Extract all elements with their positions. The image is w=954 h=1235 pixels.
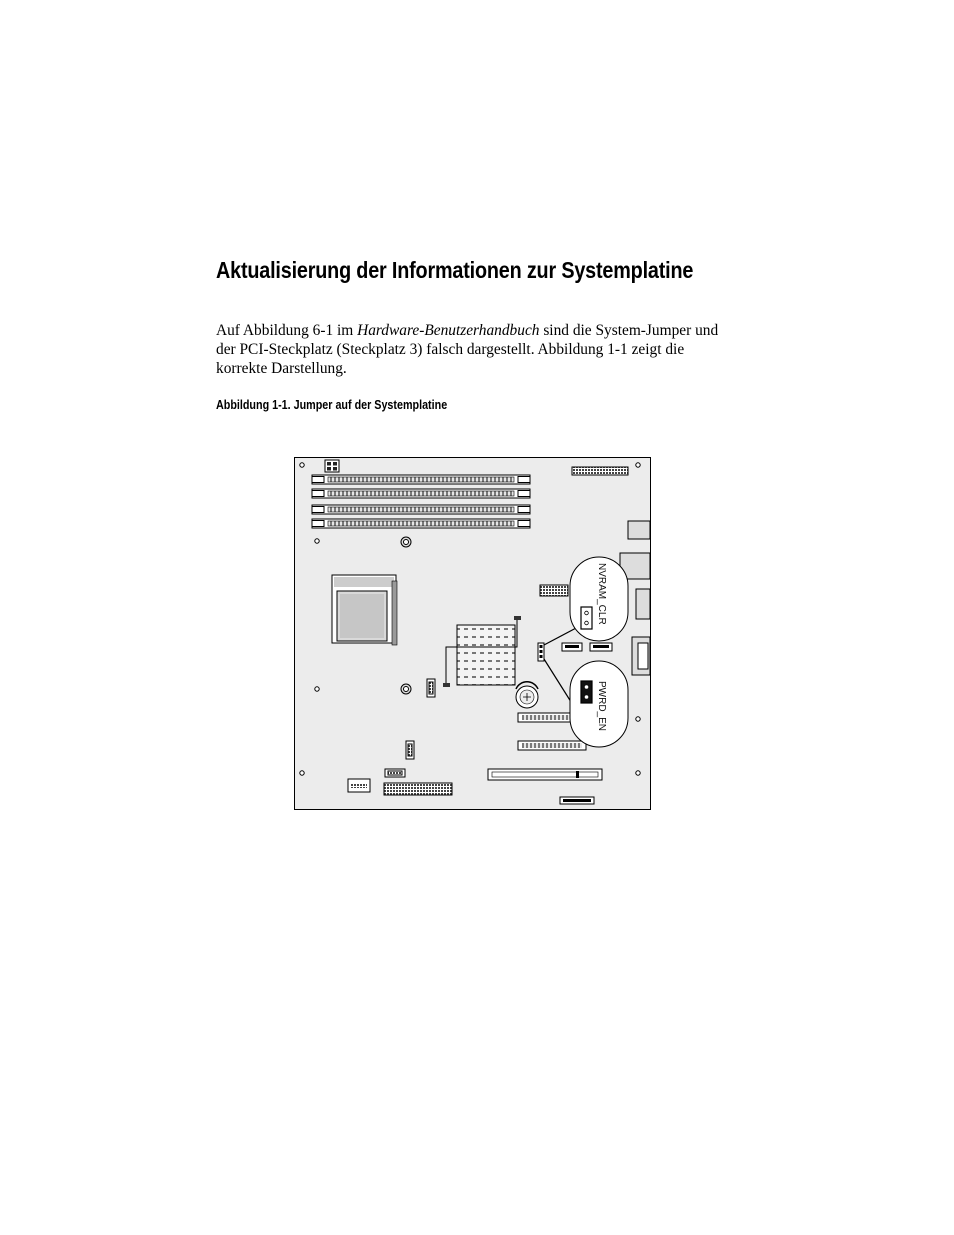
nvram-jumper-icon — [581, 607, 592, 629]
figure-caption: Abbildung 1-1. Jumper auf der Systemplatine — [216, 398, 448, 412]
system-board-figure — [294, 457, 651, 810]
manual-title: Hardware-Benutzerhandbuch — [357, 322, 540, 339]
section-heading: Aktualisierung der Informationen zur Systemplatine — [216, 257, 694, 283]
paragraph-text-start: Auf Abbildung 6-1 im — [216, 322, 358, 339]
pwrd-jumper-icon — [581, 681, 592, 703]
pwrd-en-label: PWRD_EN — [596, 681, 607, 732]
system-board-diagram — [294, 457, 651, 810]
chipset-heatsink — [457, 625, 515, 685]
aux-power-connector — [325, 460, 339, 472]
paragraph-text-end: sind die System-Jumper und der PCI-Steckplatz (Steckplatz 3) falsch dargestellt. Abbildung 1-1 zeigt die korrekte Darstellung. — [216, 322, 719, 377]
main-power-connector — [540, 585, 568, 596]
nvram-clr-callout — [570, 557, 628, 641]
nvram-clr-label: NVRAM_CLR — [596, 563, 607, 625]
processor-socket — [332, 575, 397, 645]
small-header-a — [514, 616, 521, 620]
front-panel-header — [572, 467, 628, 475]
small-header-b — [443, 683, 450, 687]
body-paragraph — [216, 321, 726, 378]
pwrd-en-callout — [570, 661, 628, 747]
